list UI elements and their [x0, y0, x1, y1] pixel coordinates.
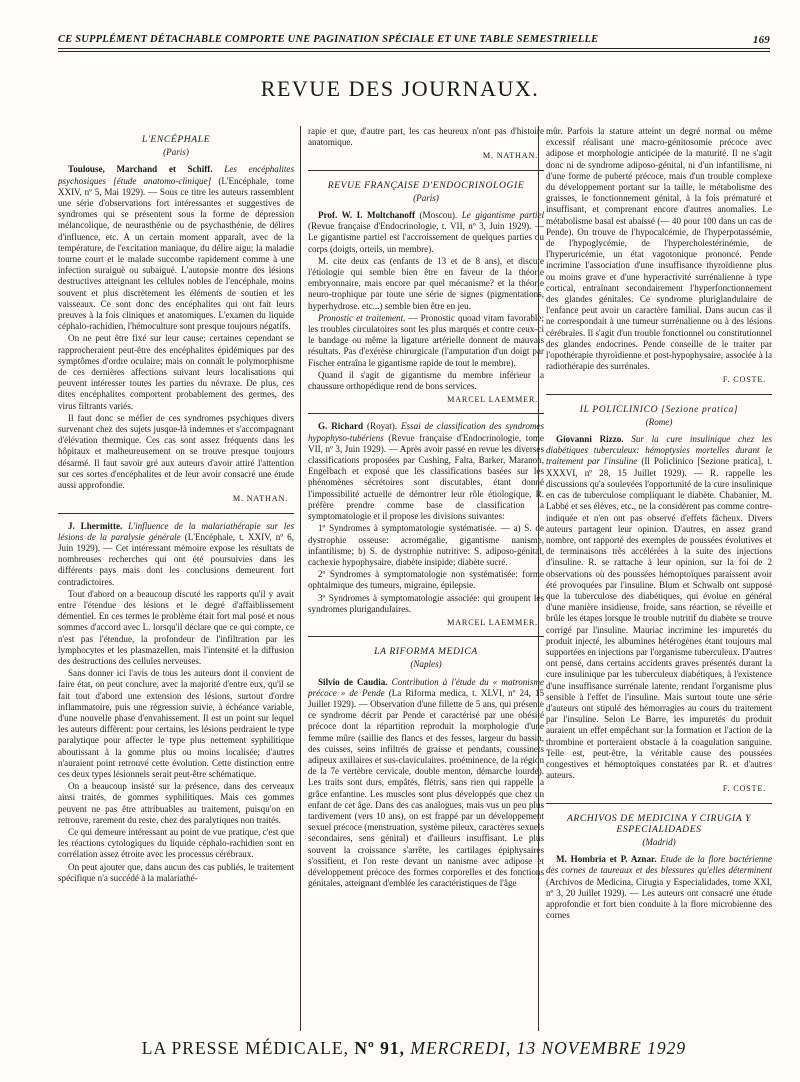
- list-item: 1º Syndromes à symptomatologie systématisée. — a) S. de dystrophie osseuse: acromégalie, gigantisme nanisme, infantilisme; b) S. de dystrophie nutritive: S. adiposo-génital, cachexie hypophysaire, diabète insipide; diabète sucré.: [308, 523, 544, 567]
- article-paragraph: On ne peut être fixé sur leur cause; certaines cependant se rapprocheraient peut-être des encéphalites épidémiques par des symptômes d'ordre oculaire; mais on connaît le polymorphisme de ces dernières affections suivant leurs localisations qui peuvent intéresser toutes les parties du névraxe. De plus, ces dites encéphalites comportent probablement des germes, des virus filtrants variés.: [58, 333, 294, 411]
- column-divider: [300, 126, 301, 1031]
- article-author: G. Richard: [318, 421, 364, 432]
- article-paragraph: mûr. Parfois la stature atteint un degré normal ou même excessif réalisant une macro-génitosomie précoce avec adipose et morphologie anticipée de la maturité. Il ne s'agit donc ni de syndrome adiposo-génital, ni d'un infantilisme, ni d'une forme de puberté précoce, mais d'un trouble complexe du développement portant sur la taille, le métabolisme des graisses, le fonctionnement génital, à la fois prématuré et insuffisant, et comprenant encore d'autres anomalies. Le métabolisme basal est abaissé (— 40 pour 100 dans un cas de Pende). On trouve de l'hypocalcémie, de l'hyperpotassémie, de l'hypoglycémie, de l'hypercholestérinémie, de l'hyperuricémie, un état vagotonique prononcé. Pende incrimine l'association d'une insuffisance thyroïdienne plus ou moins grave et d'une hyperactivité surrénalienne à type cortical, entraînant secondairement l'hyperfonctionnement des glandes génitales. Ce syndrome pluriglandulaire de l'enfance peut avoir un caractère familial. Dans aucun cas il ne correspondait à une tumeur surrénalienne ou à des lésions cérébrales. Il s'agit d'un trouble fonctionnel ou constitutionnel des glandes endocrines. Pende conseille de le traiter par l'opothérapie thyroïdienne et post-hypophysaire, associée à la radiothérapie des surrénales.: [546, 126, 772, 372]
- issue-number: Nº 91,: [354, 1038, 405, 1058]
- article-separator: [308, 170, 544, 172]
- column-divider: [538, 126, 539, 1031]
- article-signature: F. COSTE.: [722, 784, 766, 794]
- article-paragraph: Sans donner ici l'avis de tous les auteurs dont il convient de faire état, on peut conclure, avec la majorité d'entre eux, qu'il se fait tout d'abord une extension des lésions, surtout d'ordre inflammatoire, puis une régression suivie, à échéance variable, d'une nouvelle phase d'envahissement. Il est un point sur lequel les auteurs diffèrent: pour certains, les lésions perdraient le type paralytique pour affecter le type plus nettement syphilitique aboutissant à la gomme plus ou moins localisée; d'autres n'auraient point retrouvé cette évolution. Cette distinction entre ces deux types lésionnels serait peut-être schématique.: [58, 668, 294, 779]
- article-place: (Moscou).: [419, 210, 458, 221]
- article-title: Le gigantisme partiel: [461, 210, 544, 221]
- section-heading: REVUE FRANÇAISE D'ENDOCRINOLOGIE: [327, 179, 525, 191]
- column-1: [58, 126, 294, 1034]
- article-paragraph: M. cite deux cas (enfants de 13 et de 8 ans), et discute l'étiologie qui semble bien être en faveur de la théorie embryonnaire, mais encore par quel mécanisme? et la théorie neuro-trophique par toute une série de signes (pigmentations, hyperhydrose. etc...) semble bien être en jeu.: [308, 255, 544, 311]
- section-city: (Paris): [413, 192, 439, 203]
- article-title: Contribution à l'étude du « matronisme précoce » de Pende: [308, 676, 544, 698]
- article-paragraph: [308, 421, 544, 522]
- header-rule: [58, 51, 770, 52]
- page-footer: [58, 1038, 770, 1059]
- article-signature: M. NATHAN.: [482, 151, 538, 161]
- article-author: Silvio de Caudia.: [318, 676, 388, 687]
- article-reference: (Il Policlinico [Sezione pratica], t. XXXVI, nº 28, 15 Juillet 1929).: [546, 456, 772, 478]
- article-paragraph: [308, 210, 544, 255]
- article-author: M. Hombria et P. Aznar.: [556, 854, 657, 865]
- article-signature: M. NATHAN.: [232, 494, 288, 504]
- article-place: (Royat).: [366, 421, 398, 432]
- article-text: — Les auteurs ont consacré une étude approfondie et fort bien conduite à la flore microbienne des cornes: [546, 887, 772, 921]
- article-reference: (L'Encéphale, t. XXIV, nº 6, Juin 1929).: [58, 531, 294, 553]
- paragraph-label: Pronostic et traitement.: [318, 312, 406, 323]
- article-signature: F. COSTE.: [722, 375, 766, 385]
- column-3: [546, 126, 772, 1034]
- section-city: (Rome): [645, 416, 673, 427]
- article-paragraph: On peut ajouter que, dans aucun des cas publiés, le traitement spécifique n'a succédé à la malariathé-: [58, 861, 294, 883]
- article-paragraph: Il faut donc se méfier de ces syndromes psychiques divers survenant chez des sujets jusque-là indemnes et s'accompagnant d'élévation thermique. Ces cas sont assez fréquents dans les hôpitaux et malheureusement on se trouve presque toujours désarmé. Il faut savoir gré aux auteurs d'avoir attiré l'attention sur ces sortes d'encéphalites et de leur avoir consacré une étude aussi approfondie.: [58, 412, 294, 491]
- column-2: [308, 126, 544, 1034]
- supplement-notice: CE SUPPLÉMENT DÉTACHABLE COMPORTE UNE PAGINATION SPÉCIALE ET UNE TABLE SEMESTRIELLE: [58, 34, 599, 45]
- article-separator: [546, 394, 772, 396]
- article-paragraph: [546, 434, 772, 781]
- article-title: Etude de la flore bactérienne des cornes de taureaux et des blessures qu'elles déterminent: [546, 854, 772, 876]
- article-paragraph: On a beaucoup insisté sur la présence, dans des cerveaux ainsi traités, de gommes syphilitiques. Mais ces gommes peuvent ne pas être attribuables au traitement, puisqu'on en retrouve, rarement du reste, chez des paralytiques non traités.: [58, 781, 294, 825]
- article-paragraph: [58, 521, 294, 588]
- section-heading: LA RIFORMA MEDICA: [374, 646, 478, 658]
- article-title: Essai de classification des syndromes hypophyso-tubériens: [308, 421, 544, 443]
- article-reference: (La Riforma medica, t. XLVI, nº 24, 15 Juillet 1929).: [308, 687, 544, 709]
- article-author: J. Lhermitte.: [68, 520, 123, 531]
- article-text: — Cet intéressant mémoire expose les résultats de nombreuses recherches qui ont été poursuivies dans les différents pays mais dont les conclusions demeurent fort contradictoires.: [58, 542, 294, 587]
- article-reference: (Revue française d'Endocrinologie, tome VII, nº 3, Juin 1929).: [308, 432, 544, 454]
- article-paragraph: Tout d'abord on a beaucoup discuté les rapports qu'il y avait entre l'étendue des lésions et le degré d'affaiblissement démentiel. En ces termes le problème était fort mal posé et nous sommes d'accord avec L. lorsqu'il déclare que ce qui compte, ce n'est pas l'étendue, la profondeur de l'infiltration par les lymphocytes et les plasmazellen, mais l'intensité et la diffusion des destructions des cellules nerveuses.: [58, 588, 294, 666]
- article-signature: MARCEL LAEMMER.: [447, 617, 538, 627]
- article-paragraph: rapie et que, d'autre part, les cas heureux n'ont pas d'histoire anatomique.: [308, 126, 544, 148]
- article-text: — Le gigantisme partiel est l'accroissement de quelques parties du corps (doigts, orteils, un membre).: [308, 221, 544, 254]
- article-separator: [58, 513, 294, 515]
- section-city: (Madrid): [642, 836, 676, 847]
- article-text: — Après avoir passé en revue les diverses classifications proposées par Cushing, Falta, Barker, Maranon, Engelbach et exposé que les classifications basées sur les phénomènes sécrétoires sont discutables, étant donné l'impossibilité actuelle de démontrer leur rôle étiologique, R. préfère prendre comme base de classification la symptomatologie et il propose les divisions suivantes:: [308, 443, 544, 522]
- article-paragraph: [58, 164, 294, 332]
- article-paragraph: [308, 313, 544, 369]
- article-text: — Observation d'une fillette de 5 ans, qui présente ce syndrome décrit par Pende et caractérisé par une obésité précoce dont la répartition reproduit la morphologie d'une femme mûre (saillie des flancs et des fesses, largeur du bassin, des cuisses, seins infiltrés de graisse et pendants, coussinets adipeux axillaires et sus-claviculaires. proéminence, de la région de la 7e vertèbre cervicale, double menton, démarche lourde). Les traits sont durs, empâtés, flétris, sans rien qui rappelle la grâce enfantine. Les muscles sont plus développés que chez un enfant de cet âge. Dans des cas analogues, mais vus un peu plus tardivement (vers 10 ans), on est frappé par un développement sexuel précoce (menstruation, système pileux, caractères sexuels secondaires, sens génital) et d'ailleurs insuffisant. Le plus souvent la croissance s'arrête, les cartilages épiphysaires s'ossifient, et l'on reste devant un nanisme avec adipose et développement précoce des formes corporelles et des fonctions génitales, atteignant d'emblée les caractéristiques de l'âge: [308, 698, 544, 889]
- article-paragraph: Quand il s'agit de gigantisme du membre inférieur la chaussure orthopédique rend de bons services.: [308, 369, 544, 392]
- page-title: REVUE DES JOURNAUX.: [260, 76, 540, 101]
- article-paragraph: [546, 854, 772, 921]
- running-header: [58, 34, 770, 49]
- issue-date: MERCREDI, 13 NOVEMBRE 1929: [410, 1038, 687, 1058]
- section-heading: ARCHIVOS DE MEDICINA Y CIRUGIA Y ESPECIALIDADES: [566, 812, 752, 835]
- article-text: — Sous ce titre les auteurs rassemblent une série d'observations fort intéressantes et suggestives de syndromes qui se présentent sous la forme de dépression mélancolique, de neurasthénie ou de psychasthénie, de délires d'influence, etc. A un certain moment apparaît, avec de la température, de l'excitation maniaque, du délire aigu; la maladie tourne court et le malade succombe rapidement comme à une infection suraiguë ou subaiguë. L'autopsie montre des lésions destructives atteignant les cellules nobles de l'encéphale, moins souvent et plus discrètement les éléments de soutien et les vaisseaux. Ce sont donc des encéphalites qui ont fait leurs preuves à la fois cliniques et anatomiques. L'examen du liquide céphalo-rachidien, l'hémoculture sont presque toujours négatifs.: [58, 186, 294, 332]
- article-title: Les encéphalites psychosiques [étude anatomo-clinique]: [58, 164, 294, 186]
- list-item: 2º Syndromes à symptomatologie non systématisée: forme ophtalmique des tumeurs, migraine, épilepsie.: [308, 569, 544, 591]
- article-text: — R. rappelle les discussions qu'a soulevées l'opportunité de la cure insulinique en cas de tuberculose compliquant le diabète. Chabanier, M. Labbé et ses élèves, etc., ne la considèrent pas comme contre-indiquée et n'en ont pas observé d'effets fâcheux. Divers auteurs partagent leur opinion. D'autres, en assez grand nombre, ont rapporté des exemples de poussées évolutives et de terminaisons très accélérées à la suite des injections d'insuline. R. se rattache à leur opinion, sur la foi de 2 observations où des poussées hémoptoïques paraissent avoir été provoquées par l'insuline. Blum et Schwalb ont supposé que la tuberculose des diabétiques, qui évolue en général d'une manière insidieuse, froide, sans réaction, se réveille et brûle les étapes lorsque le trouble nutritif du diabète se trouve corrigé par l'insuline. Mauriac incrimine les impuretés du produit injecté, les albumines hétérogènes étant toujours mal supportées en injections par l'organisme tuberculeux. D'autres ont pensé, dans certains accidents graves présentés durant la cure insulinique par les tuberculeux diabétiques, à l'existence d'une insuffisance surrénale latente, rendant l'organisme plus sensible à l'effet de l'insuline. Mais surtout toute une série d'auteurs ont stipulé des hémorragies au cours du traitement par l'insuline. Selon Le Barre, les impuretés du produit auraient un effet empêchant sur la formation et l'action de la thrombine et porteraient obstacle à la coagulation sanguine. Telle est, peut-être, la véritable cause des poussées congestives et hémoptoïques constatées par R. et d'autres auteurs.: [546, 467, 772, 781]
- article-title: L'influence de la malariathérapie sur les lésions de la paralysie générale: [58, 520, 294, 542]
- article-author: Giovanni Rizzo.: [556, 434, 624, 445]
- section-city: (Paris): [163, 147, 189, 158]
- article-separator: [546, 803, 772, 805]
- article-reference: (Archivos de Medicina, Cirugia y Especialidades, tome XXI, nº 3, 20 Juillet 1929).: [546, 876, 772, 898]
- section-heading: IL POLICLINICO [Sezione pratica]: [579, 403, 739, 415]
- article-separator: [308, 636, 544, 638]
- section-city: (Naples): [410, 659, 442, 670]
- section-heading: L'ENCÉPHALE: [141, 134, 211, 145]
- journal-name: LA PRESSE MÉDICALE,: [141, 1038, 349, 1058]
- article-title: Sur la cure insulinique chez les diabétiques tuberculeux: hémoptysies mortelles durant le traitement par l'insuline: [546, 434, 772, 467]
- page-number: 169: [752, 34, 770, 46]
- article-separator: [308, 413, 544, 415]
- article-signature: MARCEL LAEMMER.: [447, 395, 538, 405]
- article-reference: (Revue française d'Endocrinologie, t. VII, nº 3, Juin 1929).: [308, 221, 532, 232]
- article-author: Toulouse, Marchand et Schiff.: [68, 164, 213, 175]
- article-author: Prof. W. I. Moltchanoff: [318, 210, 415, 221]
- article-text: — Pronostic quoad vitam favorable; les troubles circulatoires sont les plus marqués et contre ceux-ci le bandage ou même la ligature artérielle donnent de mauvais résultats. Pas d'exérèse chirurgicale (l'amputation d'un doigt par Fischer entraîna le gigantisme rapide de tout le membre).: [308, 312, 544, 368]
- article-paragraph: Ce qui demeure intéressant au point de vue pratique, c'est que les réactions cytologiques du liquide céphalo-rachidien sont en corrélation assez étroite avec les processus cérébraux.: [58, 826, 294, 860]
- list-item: 3º Syndromes à symptomatologie associée: qui groupent les syndromes plurigandulaires.: [308, 592, 544, 614]
- article-reference: (L'Encéphale, tome XXIV, nº 5, Mai 1929).: [58, 175, 294, 197]
- article-paragraph: [308, 677, 544, 890]
